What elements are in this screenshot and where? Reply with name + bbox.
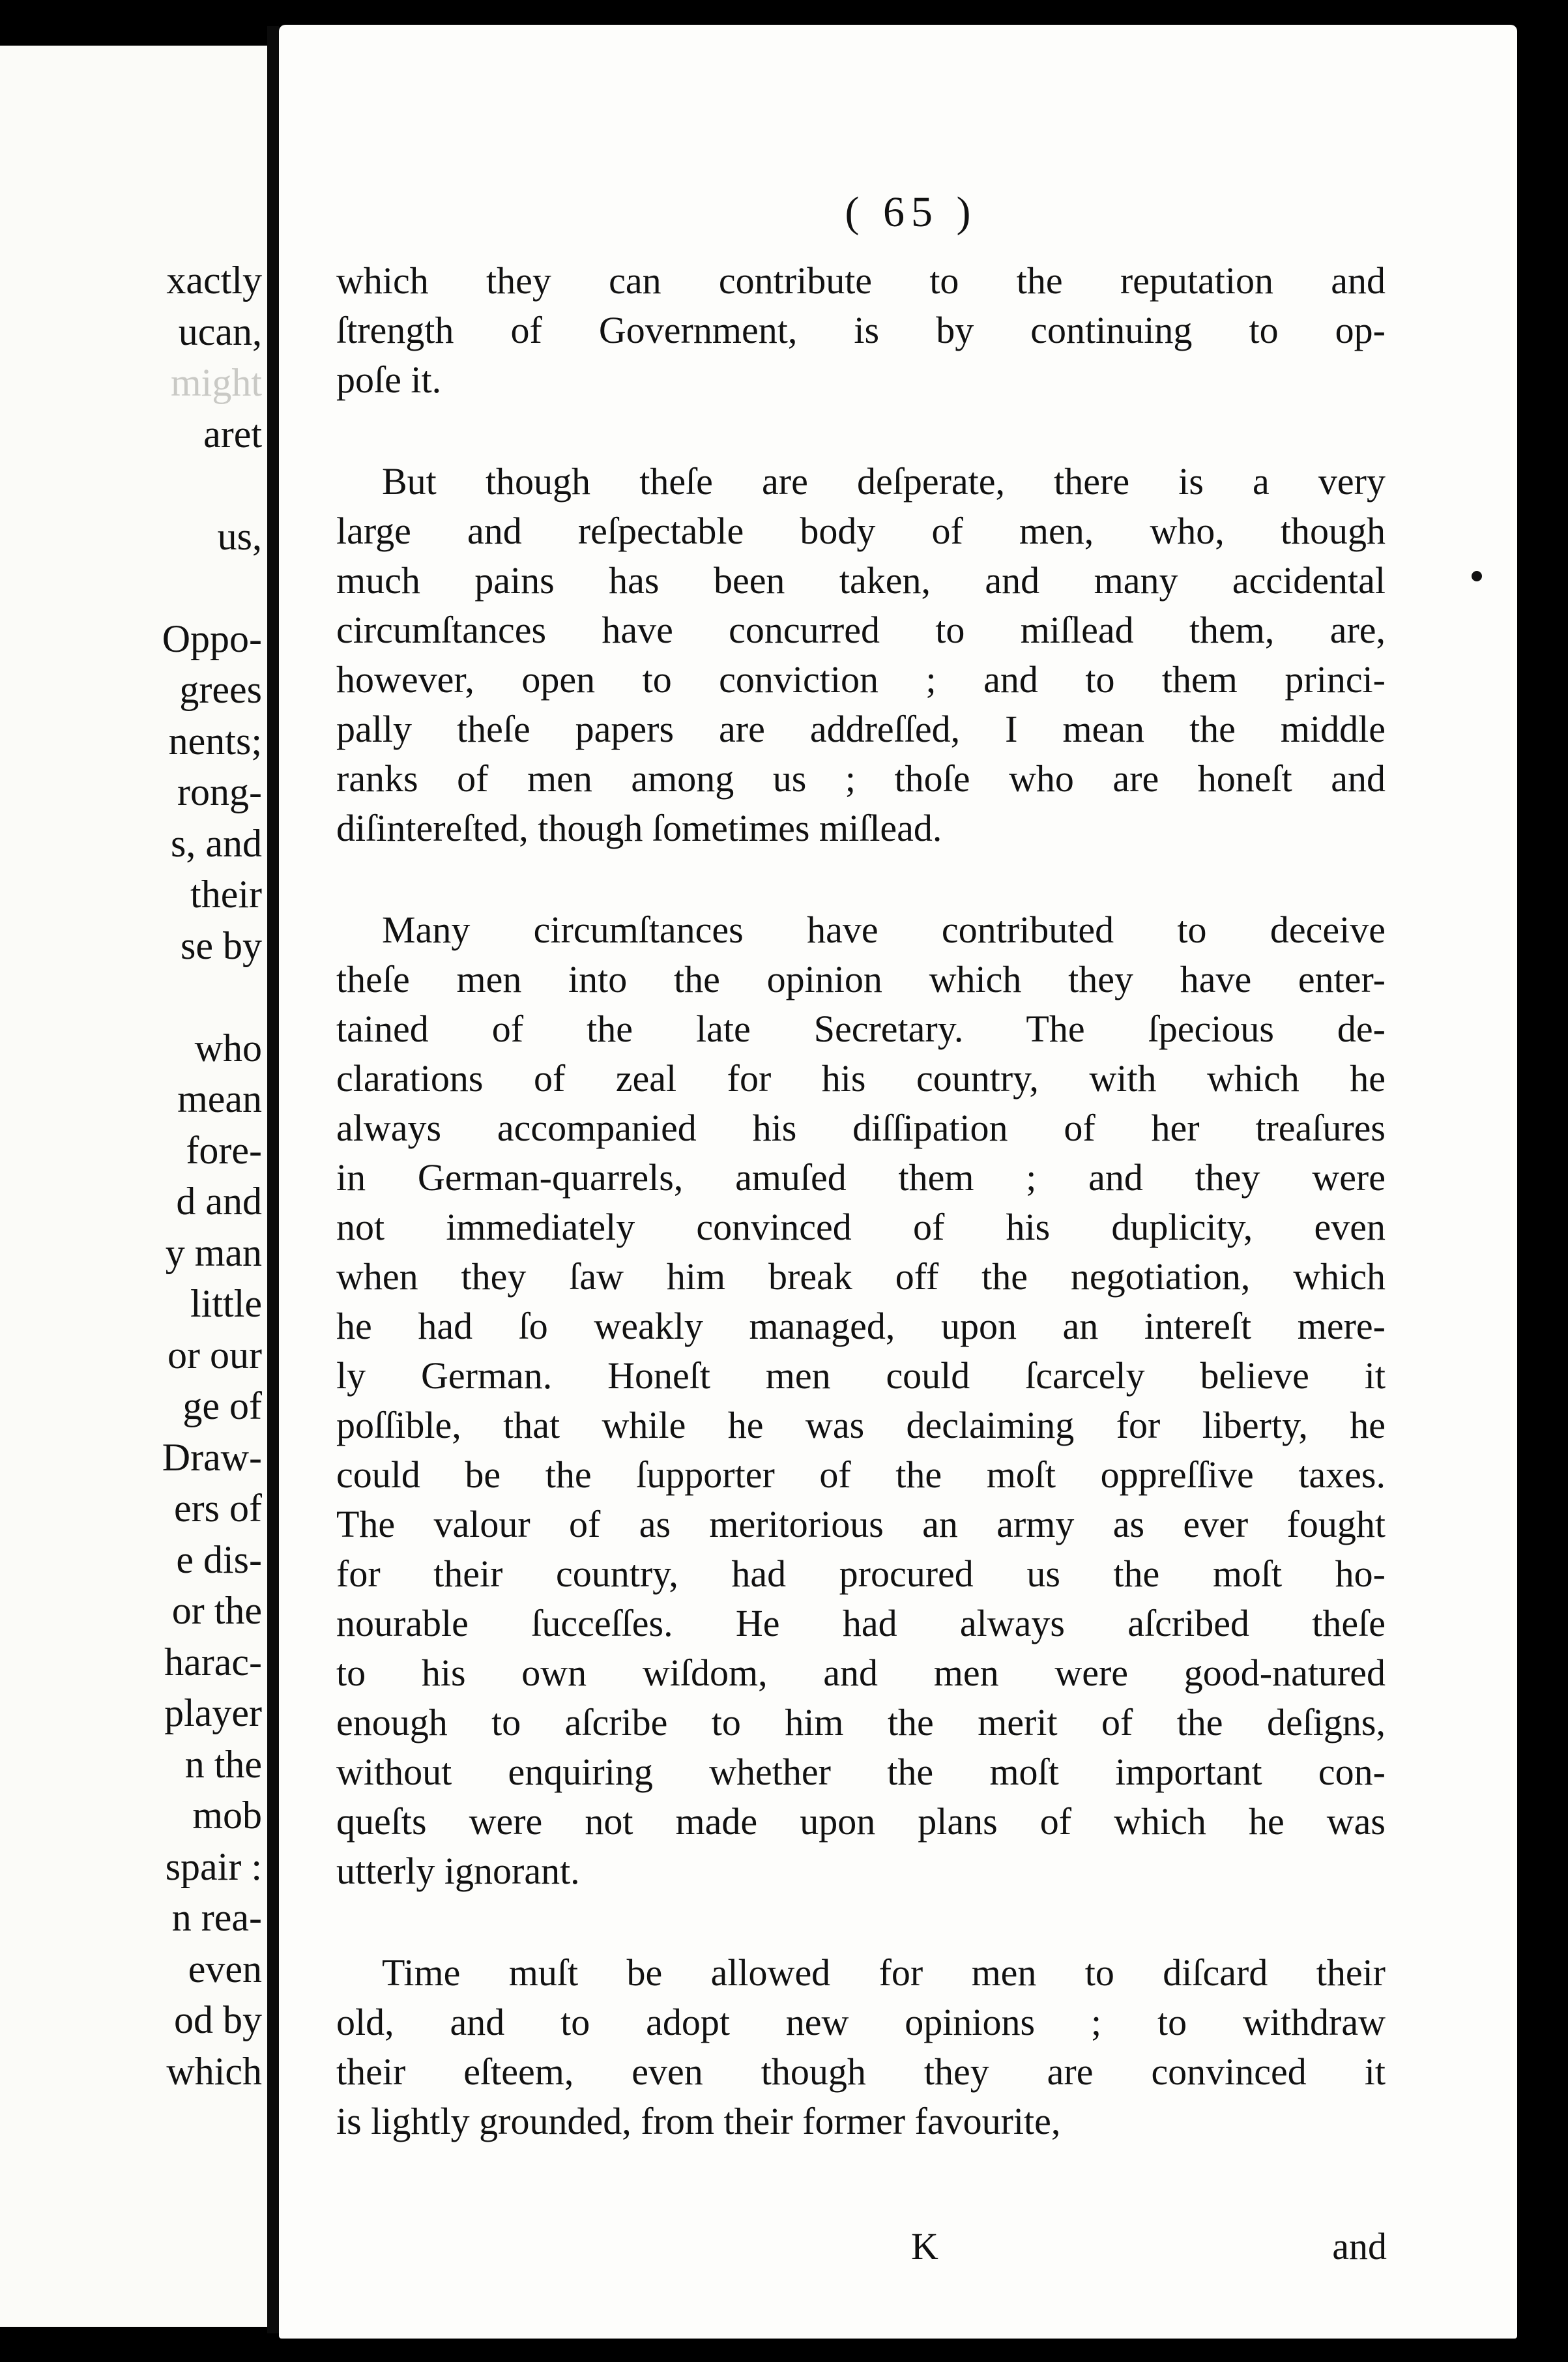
left-page-line: nents; (168, 719, 262, 763)
left-page-line: or our (167, 1333, 262, 1377)
left-page-line: s, and (171, 821, 262, 865)
left-page-line: might (170, 361, 262, 404)
text-line: their eſteem, even though they are convinced it (336, 2050, 1386, 2093)
text-line: is lightly grounded, from their former favourite, (336, 2100, 1061, 2142)
paragraph-gap (336, 1896, 1386, 1948)
text-line: Time muſt be allowed for men to diſcard their (382, 1951, 1386, 1994)
text-line: for their country, had procured us the moſt ho- (336, 1553, 1386, 1595)
left-page-line: harac- (164, 1640, 262, 1684)
text-line: ſtrength of Government, is by continuing to op- (336, 309, 1386, 351)
book-page (279, 25, 1517, 2339)
left-page-line: spair : (165, 1844, 262, 1888)
left-page-line: se by (181, 924, 262, 967)
text-line: clarations of zeal for his country, with which he (336, 1057, 1386, 1100)
left-page-line: fore- (186, 1128, 262, 1172)
text-line: always accompanied his diſſipation of her treaſures (336, 1107, 1386, 1149)
left-page-text (1, 261, 262, 2103)
left-page-line: od by (174, 1998, 262, 2041)
paragraph-gap (336, 405, 1386, 457)
text-line: queſts were not made upon plans of which he was (336, 1800, 1386, 1843)
left-page-line: n rea- (171, 1896, 262, 1939)
left-page-line: their (190, 873, 262, 916)
paragraph (336, 457, 1386, 853)
left-page-line (1, 568, 262, 619)
text-line: theſe men into the opinion which they have enter- (336, 958, 1386, 1000)
text-line: large and reſpectable body of men, who, though (336, 510, 1386, 552)
page-footer (344, 2224, 1387, 2277)
text-line: in German-quarrels, amuſed them ; and they were (336, 1156, 1386, 1199)
left-page-line: y man (165, 1231, 262, 1274)
left-page-line: who (194, 1026, 262, 1070)
page-number: ( 65 ) (845, 188, 978, 236)
left-page-line (1, 465, 262, 517)
left-page-line: e dis- (176, 1538, 262, 1581)
left-page-line (1, 977, 262, 1028)
left-page-line: rong- (177, 770, 262, 813)
signature-mark: K (911, 2225, 938, 2267)
text-line: utterly ignorant. (336, 1850, 580, 1892)
text-line: not immediately convinced of his duplicity, even (336, 1206, 1386, 1248)
left-page-line: ers of (174, 1487, 262, 1530)
left-facing-page (0, 46, 267, 2327)
text-line: however, open to conviction ; and to them princi- (336, 658, 1386, 701)
ink-speck (1472, 571, 1482, 581)
text-line: much pains has been taken, and many accidental (336, 559, 1386, 602)
book-gutter (267, 26, 279, 2333)
left-page-line: n the (184, 1742, 262, 1786)
text-line: nourable ſucceſſes. He had always aſcribed theſe (336, 1602, 1386, 1644)
left-page-line: d and (176, 1180, 262, 1223)
left-page-line: little (190, 1282, 262, 1325)
text-line: circumſtances have concurred to miſlead them, are, (336, 609, 1386, 651)
text-line: The valour of as meritorious an army as ever fought (336, 1503, 1386, 1545)
left-page-line: ge of (182, 1384, 262, 1427)
left-page-line: or the (171, 1589, 262, 1632)
left-page-line: mob (192, 1794, 262, 1837)
left-page-line: even (188, 1947, 262, 1990)
text-line: could be the ſupporter of the moſt oppreſſive taxes. (336, 1453, 1386, 1496)
text-line: which they can contribute to the reputation and (336, 259, 1386, 302)
text-line: he had ſo weakly managed, upon an intereſt mere- (336, 1305, 1386, 1347)
left-page-line: aret (203, 412, 262, 456)
text-line: pally theſe papers are addreſſed, I mean the middle (336, 708, 1386, 750)
catchword: and (1332, 2225, 1387, 2267)
left-page-line: grees (179, 668, 262, 711)
paragraph (336, 905, 1386, 1896)
left-page-line: which (166, 2049, 262, 2093)
text-line: without enquiring whether the moſt important con- (336, 1751, 1386, 1793)
text-line: ranks of men among us ; thoſe who are honeſt and (336, 757, 1386, 800)
text-line: poſe it. (336, 358, 442, 401)
text-line: when they ſaw him break off the negotiation, which (336, 1255, 1386, 1298)
text-line: diſintereſted, though ſometimes miſlead. (336, 807, 942, 849)
left-page-line: mean (177, 1077, 262, 1120)
paragraph (336, 1948, 1386, 2146)
text-line: ly German. Honeſt men could ſcarcely believe it (336, 1354, 1386, 1397)
text-line: enough to aſcribe to him the merit of the deſigns, (336, 1701, 1386, 1743)
text-line: tained of the late Secretary. The ſpecious de- (336, 1008, 1386, 1050)
left-page-line: ucan, (178, 310, 262, 353)
text-line: old, and to adopt new opinions ; to withdraw (336, 2001, 1386, 2043)
text-line: But though theſe are deſperate, there is a very (382, 460, 1386, 503)
left-page-line: Draw- (162, 1435, 262, 1479)
left-page-line: player (164, 1691, 262, 1734)
left-page-line: Oppo- (162, 617, 262, 660)
text-line: to his own wiſdom, and men were good-natured (336, 1652, 1386, 1694)
body-text (336, 256, 1386, 2146)
paragraph (336, 256, 1386, 405)
left-page-line: us, (217, 514, 262, 558)
text-line: poſſible, that while he was declaiming for liberty, he (336, 1404, 1386, 1446)
paragraph-gap (336, 853, 1386, 905)
left-page-line: xactly (166, 259, 262, 302)
text-line: Many circumſtances have contributed to deceive (382, 909, 1386, 951)
